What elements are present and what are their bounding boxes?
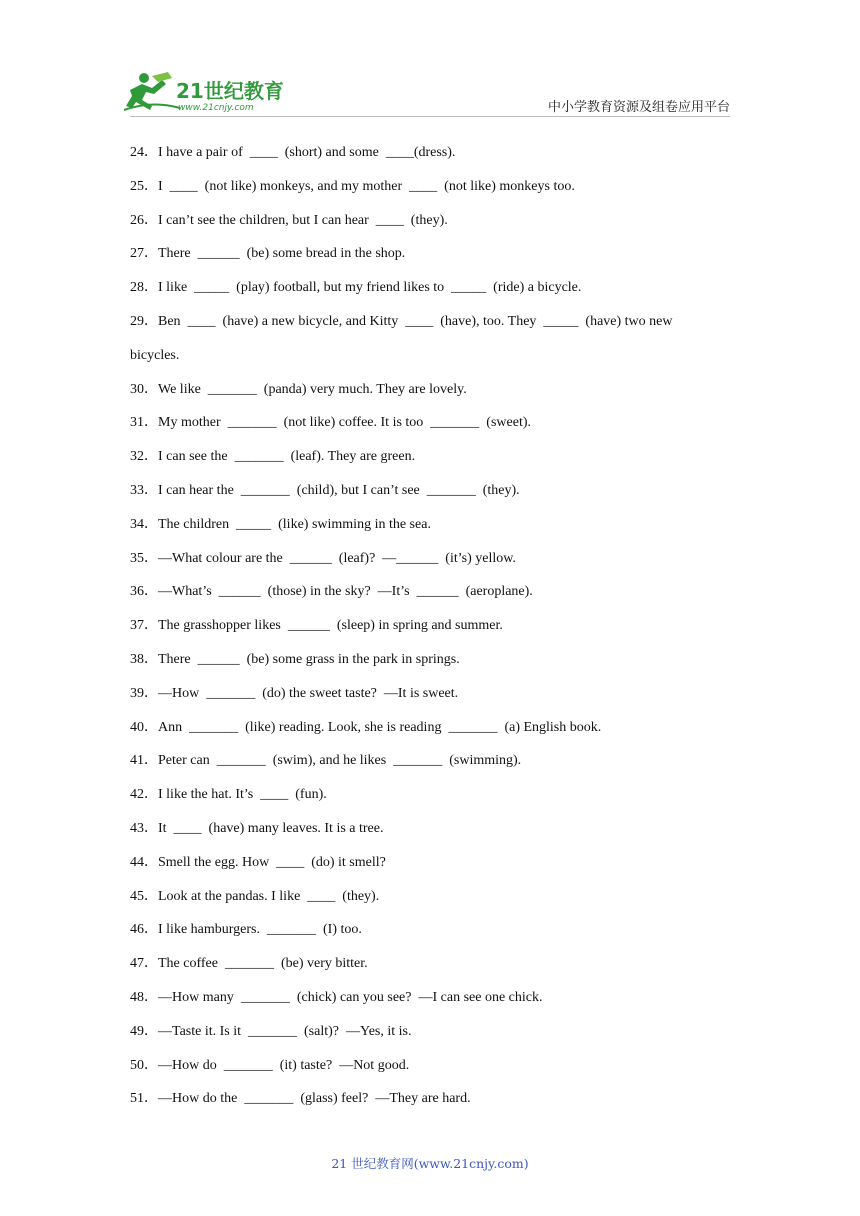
exercise-line: 39．—How _______ (do) the sweet taste? —It is sweet.	[130, 685, 459, 701]
exercise-line: 30．We like _______ (panda) very much. They are lovely.	[130, 381, 467, 397]
exercise-list	[130, 136, 730, 1116]
exercise-line: 51．—How do the _______ (glass) feel? —They are hard.	[130, 1091, 471, 1107]
exercise-line: 34．The children _____ (like) swimming in the sea.	[130, 516, 431, 532]
exercise-line: 47．The coffee _______ (be) very bitter.	[130, 956, 368, 972]
exercise-line: 29．Ben ____ (have) a new bicycle, and Kitty ____ (have), too. They _____ (have) two new	[130, 313, 673, 329]
exercise-line: 45．Look at the pandas. I like ____ (they).	[130, 888, 380, 904]
exercise-line: 50．—How do _______ (it) taste? —Not good.	[130, 1057, 410, 1073]
exercise-line: 24．I have a pair of ____ (short) and some ____(dress).	[130, 145, 456, 160]
exercise-line: 26．I can’t see the children, but I can hear ____ (they).	[130, 212, 448, 228]
exercise-line: 36．—What’s ______ (those) in the sky? —It’s ______ (aeroplane).	[130, 584, 533, 600]
exercise-line: 27．There ______ (be) some bread in the shop.	[130, 246, 406, 262]
exercise-line: 48．—How many _______ (chick) can you see? —I can see one chick.	[130, 989, 543, 1005]
exercise-line: 49．—Taste it. Is it _______ (salt)? —Yes, it is.	[130, 1023, 412, 1039]
runner-logo-icon	[122, 70, 292, 114]
exercise-line: 25．I ____ (not like) monkeys, and my mother ____ (not like) monkeys too.	[130, 178, 575, 194]
header-divider	[130, 116, 730, 117]
page-footer: 21 世纪教育网(www.21cnjy.com)	[331, 1156, 529, 1171]
exercise-line: 28．I like _____ (play) football, but my friend likes to _____ (ride) a bicycle.	[130, 280, 582, 296]
exercise-line: 40．Ann _______ (like) reading. Look, she is reading _______ (a) English book.	[130, 719, 602, 735]
brand-logo	[122, 70, 292, 114]
exercise-line: 33．I can hear the _______ (child), but I can’t see _______ (they).	[130, 482, 520, 498]
exercise-line: 37．The grasshopper likes ______ (sleep) in spring and summer.	[130, 618, 503, 634]
platform-title: 中小学教育资源及组卷应用平台	[547, 100, 730, 115]
exercise-line: 43．It ____ (have) many leaves. It is a tree.	[130, 820, 384, 836]
exercise-line: 31．My mother _______ (not like) coffee. It is too _______ (sweet).	[130, 415, 532, 431]
exercise-line: 38．There ______ (be) some grass in the park in springs.	[130, 651, 460, 667]
svg-text:21世纪教育: 21世纪教育	[176, 79, 284, 103]
page-header	[0, 0, 860, 120]
exercise-line: 44．Smell the egg. How ____ (do) it smell?	[130, 854, 386, 870]
exercise-line: 32．I can see the _______ (leaf). They are green.	[130, 449, 416, 465]
svg-text:www.21cnjy.com: www.21cnjy.com	[178, 103, 254, 113]
exercise-line: 46．I like hamburgers. _______ (I) too.	[130, 922, 362, 938]
exercise-line: 41．Peter can _______ (swim), and he likes _______ (swimming).	[130, 753, 522, 769]
exercise-line-continued: bicycles.	[130, 347, 180, 363]
exercise-line: 42．I like the hat. It’s ____ (fun).	[130, 787, 327, 803]
exercise-line: 35．—What colour are the ______ (leaf)? —______ (it’s) yellow.	[130, 550, 516, 566]
